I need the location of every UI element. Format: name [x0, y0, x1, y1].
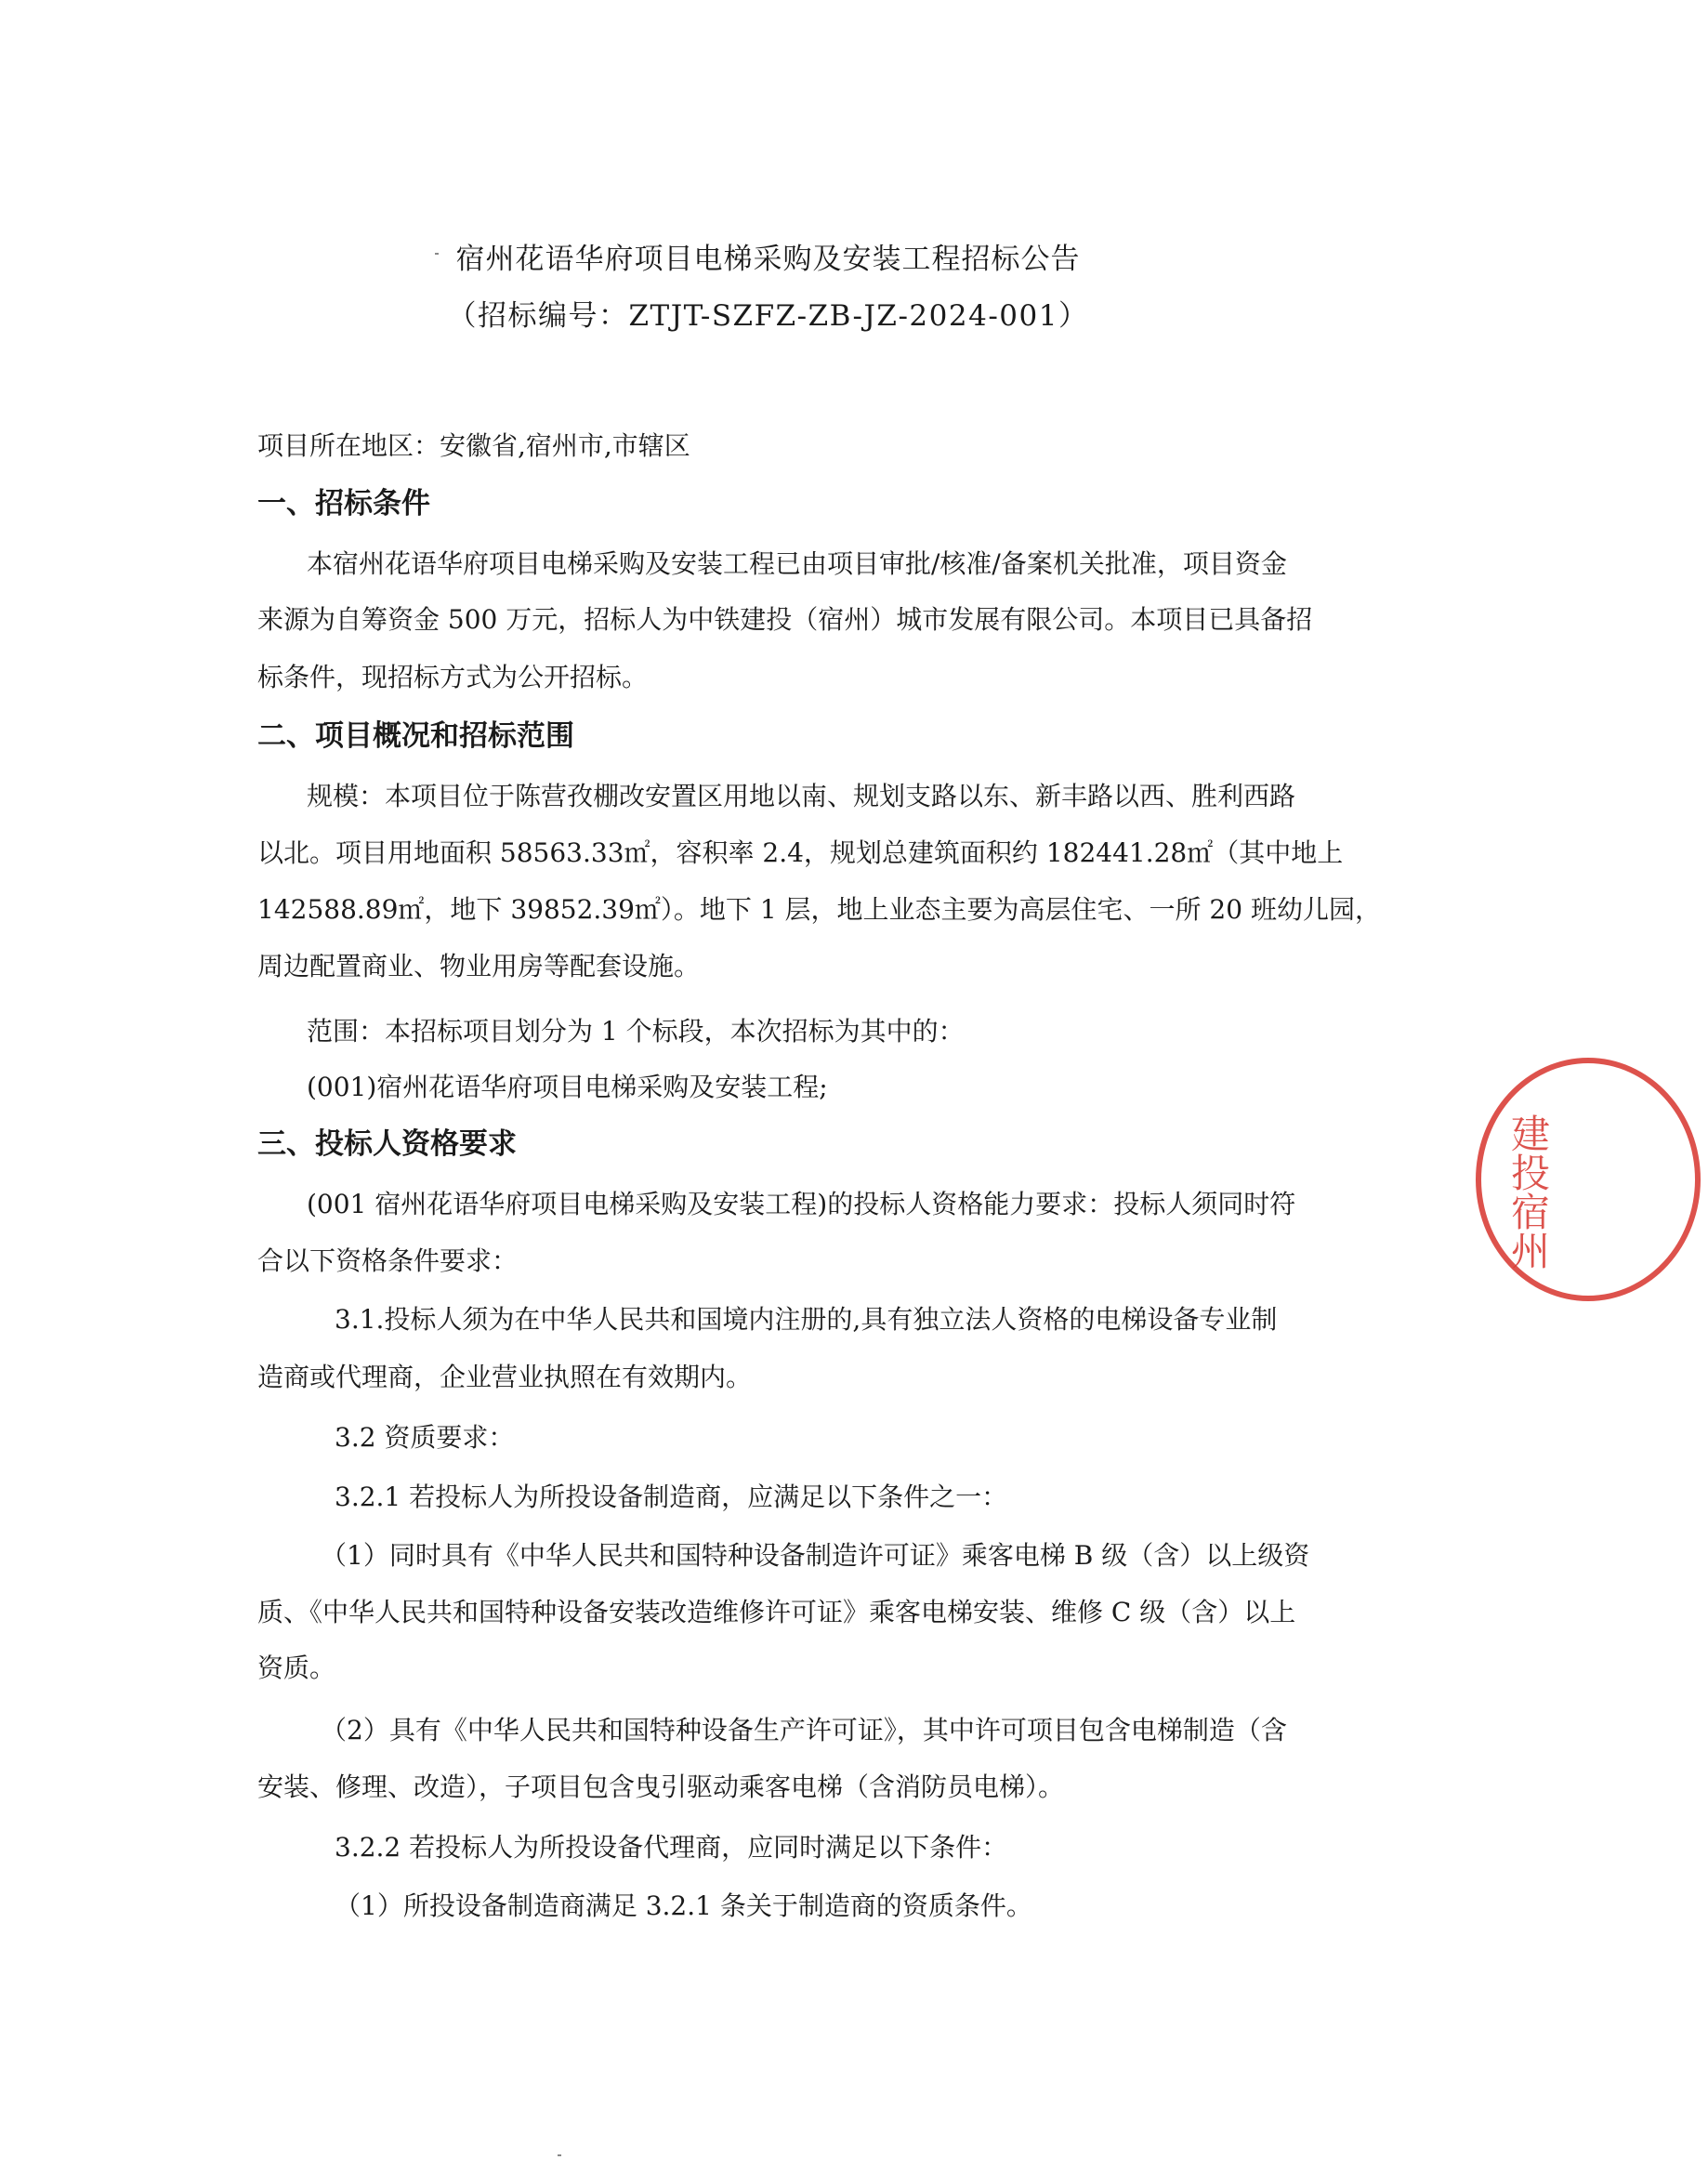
project-location: 项目所在地区：安徽省,宿州市,市辖区 [257, 430, 690, 461]
item-3-1-line: 3.1.投标人须为在中华人民共和国境内注册的,具有独立法人资格的电梯设备专业制 [335, 1304, 1278, 1335]
item-3-2-1-a-line: （1）同时具有《中华人民共和国特种设备制造许可证》乘客电梯 B 级（含）以上级资 [321, 1540, 1310, 1571]
scale-line: 142588.89㎡，地下 39852.39㎡）。地下 1 层，地上业态主要为高层住宅、一所 20 班幼儿园， [257, 894, 1381, 925]
item-3-2-1: 3.2.1 若投标人为所投设备制造商，应满足以下条件之一： [335, 1482, 1008, 1512]
seal-text: 建投宿州 [1505, 1113, 1551, 1270]
section-heading-3: 三、投标人资格要求 [257, 1127, 517, 1161]
section3-intro-line: (001 宿州花语华府项目电梯采购及安装工程)的投标人资格能力要求：投标人须同时符 [307, 1189, 1296, 1219]
item-3-1-line: 造商或代理商，企业营业执照在有效期内。 [257, 1362, 753, 1392]
item-3-2: 3.2 资质要求： [335, 1422, 515, 1453]
scale-line: 以北。项目用地面积 58563.33㎡，容积率 2.4，规划总建筑面积约 182441.28㎡（其中地上 [257, 837, 1344, 868]
item-3-2-1-b-line: 安装、修理、改造），子项目包含曳引驱动乘客电梯（含消防员电梯）。 [257, 1771, 1065, 1802]
scan-speck [558, 2154, 561, 2156]
scale-line: 周边配置商业、物业用房等配套设施。 [257, 951, 701, 981]
lot-line: (001)宿州花语华府项目电梯采购及安装工程; [307, 1072, 828, 1102]
company-seal [1476, 1058, 1708, 1299]
item-3-2-1-b-line: （2）具有《中华人民共和国特种设备生产许可证》，其中许可项目包含电梯制造（含 [321, 1715, 1287, 1745]
item-3-2-1-a-line: 质、《中华人民共和国特种设备安装改造维修许可证》乘客电梯安装、维修 C 级（含）以上 [257, 1597, 1296, 1627]
scale-line: 规模：本项目位于陈营孜棚改安置区用地以南、规划支路以东、新丰路以西、胜利西路 [307, 781, 1296, 811]
section1-line: 标条件，现招标方式为公开招标。 [257, 662, 649, 692]
section-heading-2: 二、项目概况和招标范围 [257, 719, 574, 753]
scope-line: 范围：本招标项目划分为 1 个标段，本次招标为其中的： [307, 1016, 965, 1047]
item-3-2-2-a: （1）所投设备制造商满足 3.2.1 条关于制造商的资质条件。 [335, 1890, 1032, 1921]
item-3-2-2: 3.2.2 若投标人为所投设备代理商，应同时满足以下条件： [335, 1832, 1008, 1863]
scan-speck [435, 253, 439, 255]
section1-line: 本宿州花语华府项目电梯采购及安装工程已由项目审批/核准/备案机关批准，项目资金 [307, 548, 1287, 579]
tender-number: （招标编号：ZTJT-SZFZ-ZB-JZ-2024-001） [447, 299, 1089, 333]
section1-line: 来源为自筹资金 500 万元，招标人为中铁建投（宿州）城市发展有限公司。本项目已具备招 [257, 604, 1313, 635]
document-title: 宿州花语华府项目电梯采购及安装工程招标公告 [455, 243, 1081, 276]
item-3-2-1-a-line: 资质。 [257, 1653, 336, 1683]
section-heading-1: 一、招标条件 [257, 487, 430, 520]
section3-intro-line: 合以下资格条件要求： [257, 1245, 519, 1276]
